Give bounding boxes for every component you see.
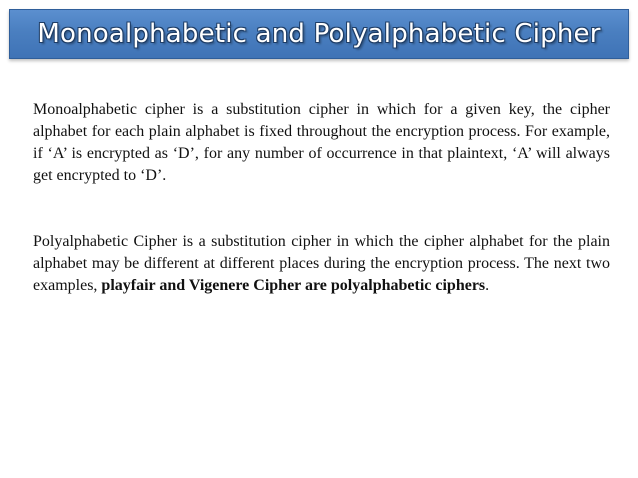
paragraph-polyalphabetic-emphasis: playfair and Vigenere Cipher are polyalphabetic ciphers: [101, 277, 486, 294]
slide-title-bar: [9, 9, 629, 59]
paragraph-polyalphabetic-end: .: [485, 277, 490, 294]
paragraph-monoalphabetic: Monoalphabetic cipher is a substitution cipher in which for a given key, the cipher alphabet for each plain alphabet is fixed throughout the encryption process. For example, if ‘A’ is encrypted as ‘D’, for any number of occurrence in that plaintext, ‘A’ will always get encrypted to ‘D’.: [33, 101, 610, 184]
paragraph-polyalphabetic-text: Polyalphabetic Cipher is a substitution cipher in which the cipher alphabet for the plain alphabet may be different at different places during the encryption process. The next two examples,: [33, 233, 610, 294]
slide-title: Monoalphabetic and Polyalphabetic Cipher: [37, 19, 601, 49]
slide-body: [33, 99, 610, 297]
paragraph-polyalphabetic: [33, 231, 610, 297]
